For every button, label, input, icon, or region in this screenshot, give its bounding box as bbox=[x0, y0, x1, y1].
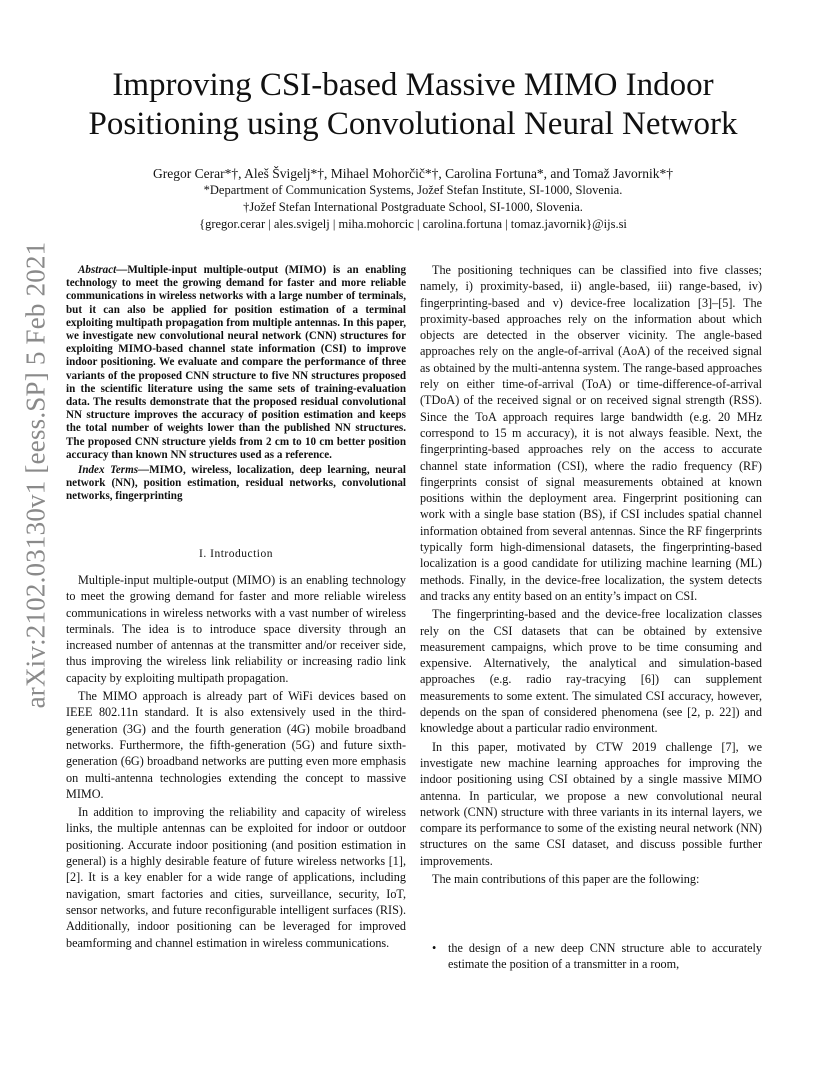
section-heading-introduction: I. Introduction bbox=[199, 548, 273, 560]
affiliation-2: †Jožef Stefan International Postgraduate School, SI-1000, Slovenia. bbox=[243, 200, 583, 214]
contribution-bullet bbox=[420, 940, 762, 973]
affiliation-1: *Department of Communication Systems, Jožef Stefan Institute, SI-1000, Slovenia. bbox=[203, 183, 623, 197]
paragraph: The positioning techniques can be classified into five classes; namely, i) proximity-based, ii) angle-based, iii) range-based, iv) fingerprinting-based and v) device-free localization [3]–[5]. The proximity-based approaches rely on the information about which objects are detected in the observer vicinity. The angle-based approaches rely on the angle-of-arrival (AoA) of the received signal as obtained by the multi-antenna system. The range-based approaches rely on either time-of-arrival (ToA) or time-difference-of-arrival (TDoA) of the received signal or on received signal strength (RSS). Since the ToA approach requires large bandwidth (e.g. 20 MHz correspond to 15 m accuracy), it is not always feasible. Next, the fingerprinting-based approaches rely on the access to accurate channel state information (CSI), where the radio frequency (RF) fingerprints consist of signal measurements obtained at known positions within the deployment area. Fingerprint positioning can work with a single base station (BS), if CSI includes spatial channel information obtained from several antennas. Since the RF fingerprints typically form high-dimensional datasets, the fingerprinting-based localization is a good candidate for utilizing machine learning (ML) methods. Finally, in the device-free localization, the system detects and tracks any entity based on an entity’s impact on CSI. bbox=[420, 263, 762, 603]
intro-right-column bbox=[420, 262, 762, 889]
abstract-label: Abstract— bbox=[78, 264, 128, 276]
author-emails: {gregor.cerar | ales.svigelj | miha.mohorcic | carolina.fortuna | tomaz.javornik}@ijs.si bbox=[199, 217, 627, 231]
paragraph: The fingerprinting-based and the device-free localization classes rely on the CSI datasets that can be obtained by extensive measurement campaigns, which prove to be time consuming and expensive. Alternatively, the analytical and simulation-based approaches (e.g. radio ray-tracying [6]) can supplement measurements to some extent. The simulated CSI accuracy, however, depends on the span of considered phenomena (see [2, p. 22]) and knowledge about a particular radio environment. bbox=[420, 607, 762, 736]
paper-title bbox=[70, 66, 756, 144]
paragraph: The main contributions of this paper are the following: bbox=[432, 871, 700, 886]
paragraph: The MIMO approach is already part of WiFi devices based on IEEE 802.11n standard. It is also extensively used in the third-generation (3G) and the fourth generation (4G) mobile broadband networks. Furthermore, the fifth-generation (5G) and future sixth-generation (6G) broadband networks are putting even more emphasis on multi-antenna technologies extending the concept to massive MIMO. bbox=[66, 689, 406, 801]
author-list: Gregor Cerar*†, Aleš Švigelj*†, Mihael Mohorčič*†, Carolina Fortuna*, and Tomaž Javornik*† bbox=[153, 166, 673, 181]
abstract bbox=[66, 264, 406, 506]
paragraph: Multiple-input multiple-output (MIMO) is an enabling technology to meet the growing demand for faster and more reliable wireless communications in wireless networks with a vast number of wireless terminals. The idea is to introduce space diversity through an increased number of antennas at the transmitter and/or receiver side, thus improving the wireless link reliability or increasing radio link capacity by exploiting multipath propagation. bbox=[66, 573, 406, 685]
bullet-text: the design of a new deep CNN structure able to accurately estimate the position of a transmitter in a room, bbox=[448, 941, 762, 972]
intro-left-column bbox=[66, 572, 406, 953]
index-terms-text: MIMO, wireless, localization, deep learning, neural network (NN), position estimation, residual networks, convolutional networks, fingerprinting bbox=[66, 464, 406, 503]
index-terms-label: Index Terms— bbox=[78, 464, 150, 477]
title-line-1: Improving CSI-based Massive MIMO Indoor bbox=[112, 67, 714, 103]
abstract-text: Multiple-input multiple-output (MIMO) is an enabling technology to meet the growing demand for faster and more reliable communications in wireless networks with a large number of terminals, but it can also be applied for position estimation of a terminal exploiting multipath propagation from multiple antennas. In this paper, we investigate new convolutional neural network (CNN) structures for exploiting MIMO-based channel state information (CSI) to improve indoor positioning. We evaluate and compare the performance of three variants of the proposed CNN structure to five NN structures proposed in the scientific literature using the same sets of training-evaluation data. The results demonstrate that the proposed residual convolutional NN structure improves the accuracy of position estimation and keeps the total number of weights lower than the published NN structures. The proposed CNN structure yields from 2 cm to 10 cm better position accuracy than known NN structures used as a reference. bbox=[66, 264, 406, 461]
paragraph: In this paper, motivated by CTW 2019 challenge [7], we investigate new machine learning approaches for improving the indoor positioning using CSI obtained by a single massive MIMO antenna. In particular, we propose a new convolutional neural network (CNN) structure with three variants in its internal layers, we compare its performance to some of the existing neural network (NN) structures on the same CSI dataset, and discuss possible further improvements. bbox=[420, 739, 762, 868]
title-line-2: Positioning using Convolutional Neural Network bbox=[88, 106, 738, 142]
arxiv-identifier bbox=[14, 241, 58, 709]
paragraph: In addition to improving the reliability and capacity of wireless links, the multiple antennas can be exploited for indoor or outdoor positioning. Accurate indoor positioning (and position estimation in general) is a highly desirable feature of future wireless networks [1], [2]. It is a key enabler for a wide range of applications, including navigation, smart factories and cities, surveillance, security, IoT, sensor networks, and future reconfigurable intelligent surfaces (RIS). Additionally, indoor positioning can be leveraged for improved beamforming and channel estimation in wireless communications. bbox=[66, 805, 406, 950]
arxiv-id-text: arXiv:2102.03130v1 [eess.SP] 5 Feb 2021 bbox=[20, 241, 51, 709]
bullet-dot-icon: • bbox=[432, 941, 437, 955]
